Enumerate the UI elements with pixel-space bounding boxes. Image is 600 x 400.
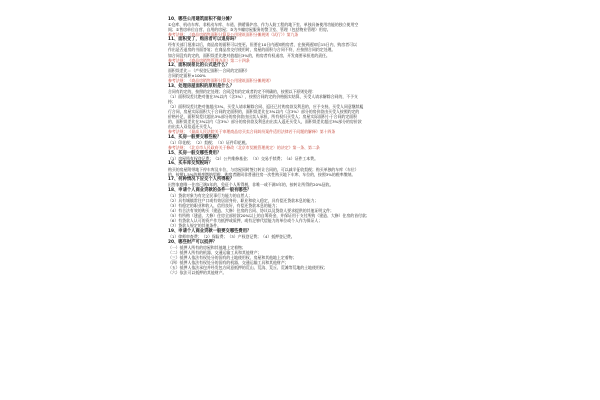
paragraph-line: （5）有所购（建造、大修）住房全部价款20%以上的自筹资金，并保证用于支付所购（建造、大修）住房的首付款； [168,213,370,219]
section-heading: 14、买房一般要交哪些税？ [168,135,222,141]
section-heading: 12、面积误差比的公式是什么？ [168,63,230,69]
paragraph-line: （3）有稳定的职业和收入，信用良好，有偿还贷款本息的能力； [168,203,280,209]
paragraph-line: 的，面积误差比在3%以内（含3%）部分的房价款及利息由出卖人返还买受人，面积误差比超过3%部分的房价款 [168,119,362,125]
section-heading: 17、何种情况下应交个人所得税？ [168,177,235,183]
paragraph-line: （五）抵押人依法承包并经发包方同意抵押的荒山、荒沟、荒丘、荒滩等荒地的土地使用权； [168,264,328,270]
paragraph-line: （6）有贷款人认可的资产作为抵押或质押，或有足够代偿能力的单位或个人作为保证人； [168,218,323,224]
paragraph-line: （1）面积误差比绝对值在3%以内（含3%），按照合同约定的价格据实结算，买受人请求解除合同的，不予支 [168,94,358,100]
section-heading: 11、面积变了，购房者可以退房吗？ [168,37,239,43]
paragraph-line: 出售家庭唯一住房已满5年的，免征个人所得税，非唯一或不满5年的，按转让所得的20%征收。 [168,182,334,188]
paragraph-line: （1）印花税；（2）契税；（3）证件印花税。 [168,140,250,146]
paragraph-line: 持； [168,99,176,105]
paragraph-line: 的，按照1.5%的税率缴纳契税，购房者随同非普通住房一次性购买地下车库、车位的，按照3%的税率缴纳。 [168,171,356,177]
paragraph-line: （1）贷款对象为有完全民事行为能力的自然人； [168,192,253,198]
paragraph-line: （4）有合法有效的购买（建造、大修）住房的合同、协议以及贷款人要求提供的其他证明文件； [168,208,334,214]
paragraph-line: 购买的房屋附带地下停车库及车位，与房屋同时签订转让合同的，可以减半征收契税；购买单独的车库（车位） [168,166,359,172]
paragraph-line: 如合同没有约定的，面积误差比绝对值超出3%的，购房者有权退房，开发商要承担违约责任。 [168,52,330,58]
paragraph-line: 间；②售房单位自营、自用的房屋；③为多幢房屋服务的警卫室、管理（包括物业管理）用房。 [168,26,331,32]
paragraph-line: 由出卖人双倍返还买受人。 [168,124,215,130]
section-heading: 19、申请个人商业贷款一般要交哪些费用？ [168,228,252,234]
paragraph-line: （二）抵押人所有的机器、交通运输工具和其他财产； [168,249,262,255]
section-heading: 15、买房一般交哪些费用？ [168,150,222,156]
paragraph-line: （四）抵押人依法有权处分的国有的机器、交通运输工具和其他财产； [168,259,289,265]
paragraph-line: （2）具有城镇常住户口或有效居留身份，职业和收入稳定，具有偿还贷款本息的能力； [168,197,319,203]
paragraph-line: （1）律师审查费；（2）保险费；（3）产权登记费；（4）抵押登记费。 [168,233,295,239]
reference-line: 参考法规：《商品房销售管理办法》第二十四条 [168,57,250,63]
paragraph-line: （三）抵押人依法有权处分的国有的土地使用权、房屋和其他地上定着物； [168,254,297,260]
paragraph-line: 合同有约定的，按照约定处理；合同没有约定或者约定不明确的，按照以下原则处理： [168,89,316,95]
paragraph-line: 经有关部门批准以后，商品房的面积可以变更。但要在10日内通知购房者，在接到通知后15日内，购房者可以 [168,42,357,48]
section-heading: 13、处理房屋面积的原则是什么？ [168,83,235,89]
reference-line: 参考法规：《商品房销售面积计算及公用建筑面积分摊规则》 [168,78,274,84]
paragraph-line: 作出是否退房的书面答复；在商品房交付使用时，房屋的面积与合同不符，应按照合同约定处理。 [168,47,336,53]
paragraph-line: （一）抵押人所有的房屋和其他地上定着物； [168,244,246,250]
paragraph-line: （7）贷款人规定的其他条件。 [168,223,222,229]
document-page [168,16,430,396]
paragraph-line: 价格补足，面积误差比超出3%部分的房价款由出卖人承担，所有权归买受人；房屋实际面积小于合同约定面积 [168,114,358,120]
paragraph-line: ①仓库、机动车库、非机动车库、车道、供暖锅炉房、作为人防工程的地下室、单独具备使用功能的独立使用空 [168,21,359,27]
reference-line: 参考法规：《最高人民法院关于审理商品房买卖合同纠纷案件适用法律若干问题的解释》第十四条 [168,129,336,135]
paragraph-line: 行合同，房屋实际面积大于合同约定面积的，面积误差比在3%以内（含3%）部分的房价款由买受人按照约定的 [168,109,360,115]
section-heading: 16、买车库交契税吗？ [168,161,213,167]
paragraph-line: （2）面积误差比绝对值超出3%，买受人请求解除合同、返还已付购房款及利息的，应予支持。买受人同意继续履 [168,104,364,110]
section-heading: 10、哪些公用建筑面积不做分摊？ [168,16,235,22]
reference-line: 参考法规：《北京市人民政府关于修改〈北京市契税管理规定〉的决定》第一条、第二条 [168,145,320,151]
paragraph-line: （1）房屋所有权登记费；（2）公共维修基金；（3）交易手续费；（4）证件工本费。 [168,155,318,161]
paragraph-line: 合同约定面积×100% [168,73,206,79]
reference-line: 参考法规：《商品房销售面积计算及公用建筑面积分摊规则（试行）》第九条 [168,31,299,37]
paragraph-line: 面积误差比＝（产权登记面积－合同约定面积） [168,68,250,74]
section-heading: 20、哪些财产可以抵押？ [168,239,217,245]
section-heading: 18、申请个人商业贷款的条件一般有哪些？ [168,187,252,193]
paragraph-line: （六）依法可以抵押的其他财产。 [168,269,227,275]
